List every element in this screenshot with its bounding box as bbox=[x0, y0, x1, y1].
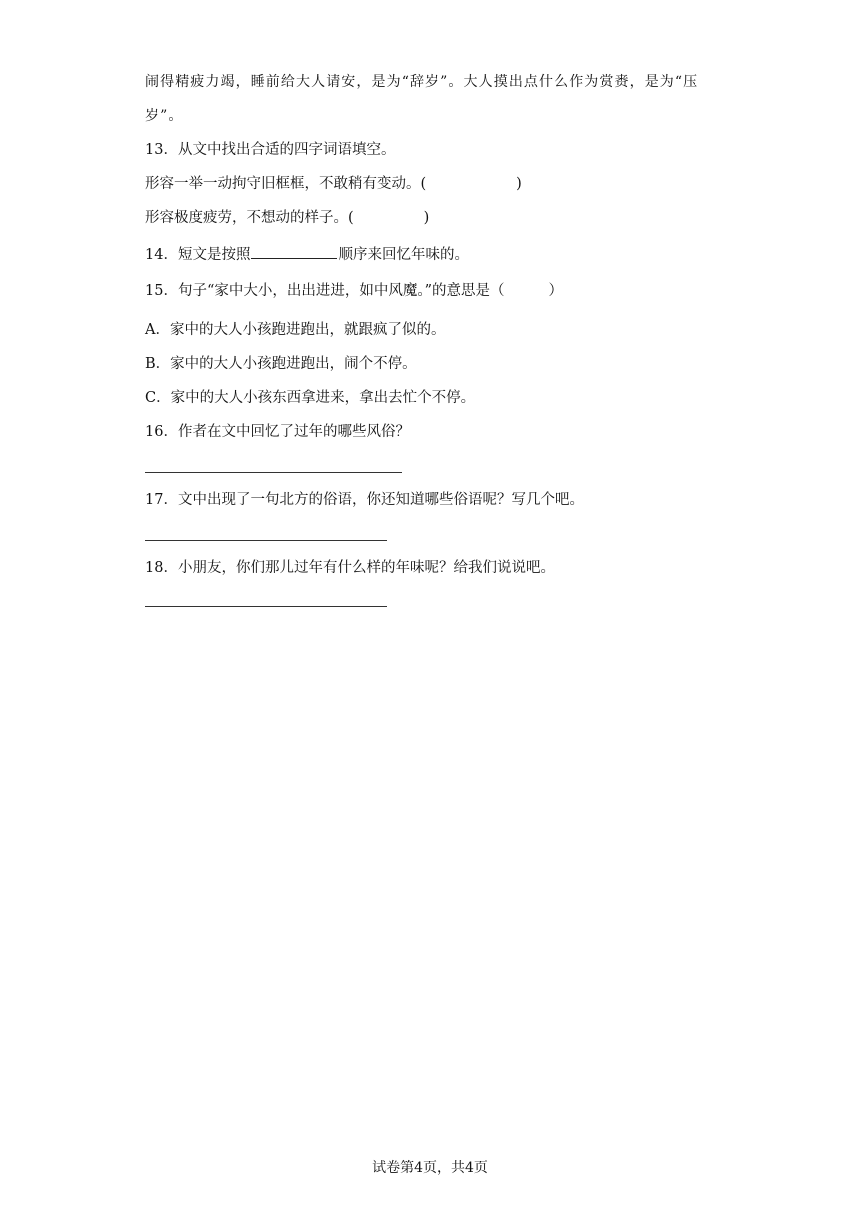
question-18-stem: 18．小朋友，你们那儿过年有什么样的年味呢？给我们说说吧。 bbox=[145, 560, 555, 576]
question-13-item-1-text: 形容一举一动拘守旧框框，不敢稍有变动。( bbox=[145, 176, 427, 192]
passage-line-1: 闹得精疲力竭，睡前给大人请安，是为“辞岁”。大人摸出点什么作为赏赉，是为“压 bbox=[145, 74, 699, 90]
question-17-answer-line[interactable] bbox=[145, 540, 387, 541]
question-15-option-a[interactable]: A．家中的大人小孩跑进跑出，就跟疯了似的。 bbox=[145, 322, 446, 338]
fill-in-blank[interactable] bbox=[251, 242, 337, 259]
question-15-option-c[interactable]: C．家中的大人小孩东西拿进来，拿出去忙个不停。 bbox=[145, 390, 476, 406]
question-13-item-1 bbox=[145, 174, 522, 194]
question-15-stem-close: ） bbox=[548, 283, 564, 299]
question-18-answer-line[interactable] bbox=[145, 606, 387, 607]
question-13-item-2-text: 形容极度疲劳，不想动的样子。( bbox=[145, 210, 354, 226]
question-13-item-2-close: ) bbox=[423, 210, 430, 226]
question-13-item-1-close: ) bbox=[516, 176, 522, 192]
question-16-answer-line[interactable] bbox=[145, 472, 402, 473]
passage-line-2: 岁”。 bbox=[145, 108, 184, 124]
question-15-stem bbox=[145, 281, 563, 301]
question-16-stem: 16．作者在文中回忆了过年的哪些风俗？ bbox=[145, 424, 410, 440]
question-15-option-b[interactable]: B．家中的大人小孩跑进跑出，闹个不停。 bbox=[145, 356, 417, 372]
question-13-stem: 13．从文中找出合适的四字词语填空。 bbox=[145, 142, 396, 158]
question-13-item-2 bbox=[145, 208, 429, 228]
question-15-stem-text: 15．句子“家中大小，出出进进，如中风魔。”的意思是（ bbox=[145, 283, 505, 299]
question-14 bbox=[145, 242, 469, 265]
page-footer: 试卷第4页，共4页 bbox=[372, 1160, 488, 1176]
question-14-after: 顺序来回忆年味的。 bbox=[338, 247, 469, 263]
question-17-stem: 17．文中出现了一句北方的俗语，你还知道哪些俗语呢？写几个吧。 bbox=[145, 492, 584, 508]
question-14-before: 14．短文是按照 bbox=[145, 247, 251, 263]
